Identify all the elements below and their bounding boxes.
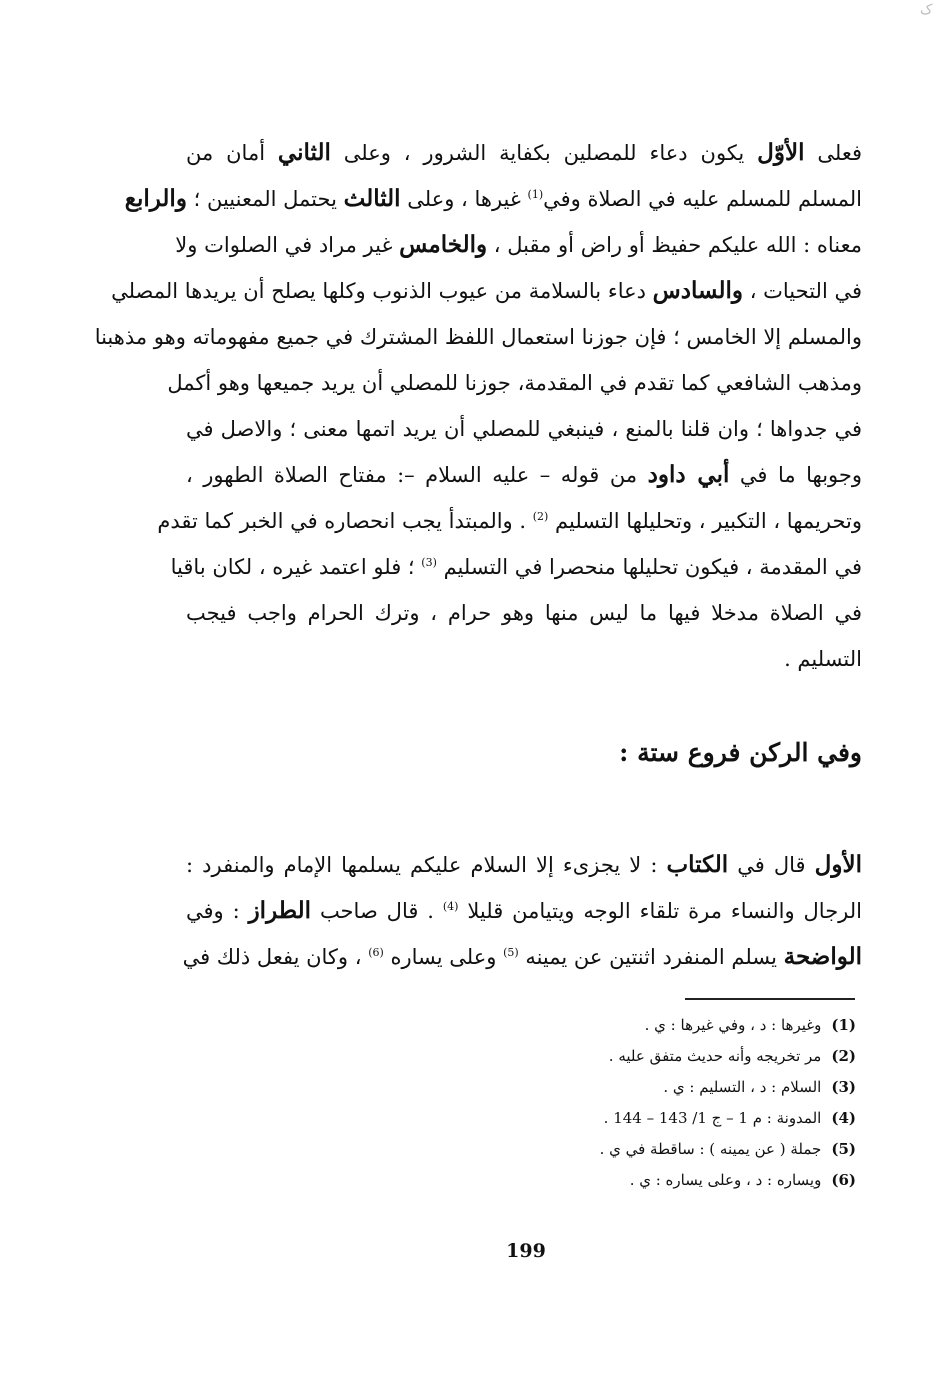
footnote xyxy=(400,1103,856,1134)
text-run: : وفي xyxy=(186,899,249,923)
footnote xyxy=(400,1165,856,1196)
footnote-text: السلام : د ، التسليم : ي . xyxy=(663,1078,822,1096)
text-run: فعلى xyxy=(804,141,862,165)
corner-mark: ک xyxy=(920,2,933,18)
text-run: يحتمل المعنيين ؛ xyxy=(186,187,344,211)
text-run: في المقدمة ، فيكون تحليلها منحصرا في التسليم xyxy=(436,555,862,579)
text-run: وعلى يساره xyxy=(383,945,504,969)
footnote-number: (4) xyxy=(831,1109,856,1127)
text-run: غيرها ، وعلى xyxy=(400,187,528,211)
text-line xyxy=(186,452,862,498)
text-run: المسلم للمسلم عليه في الصلاة وفي xyxy=(543,187,862,211)
text-run: : لا يجزىء إلا السلام عليكم يسلمها الإمام والمنفرد : xyxy=(186,853,667,877)
footnotes xyxy=(400,1010,856,1196)
text-run: معناه : الله عليكم حفيظ أو راض أو مقبل ، xyxy=(487,233,862,257)
text-line xyxy=(157,498,862,544)
bold-term: الأوّل xyxy=(757,139,805,166)
footnote-ref: (6) xyxy=(368,946,384,959)
text-line: في جدواها ؛ وان قلنا بالمنع ، فينبغي للمصلي أن يريد اتمها معنى ؛ والاصل في xyxy=(186,417,862,441)
bold-term: الطراز xyxy=(248,897,312,924)
text-run: ؛ فلو اعتمد غيره ، لكان باقيا xyxy=(170,555,422,579)
text-run: في التحيات ، xyxy=(743,279,862,303)
text-line xyxy=(175,222,862,268)
text-run: يسلم المنفرد اثنتين عن يمينه xyxy=(518,945,784,969)
section-heading: وفي الركن فروع ستة : xyxy=(619,738,862,767)
footnote-ref: (3) xyxy=(421,556,437,569)
text-line: ومذهب الشافعي كما تقدم في المقدمة، جوزنا للمصلي أن يريد جميعها وهو أكمل xyxy=(167,371,862,395)
text-line xyxy=(186,888,862,934)
footnote-ref: (2) xyxy=(532,510,549,523)
footnote-text: جملة ( عن يمينه ) : ساقطة في ي . xyxy=(599,1140,822,1158)
text-run: قال في xyxy=(728,853,815,877)
footnote-number: (1) xyxy=(831,1016,856,1034)
footnote-number: (6) xyxy=(831,1171,856,1189)
second-paragraph xyxy=(182,842,863,980)
footnote-text: ويساره : د ، وعلى يساره : ي . xyxy=(629,1171,822,1189)
bold-term: الكتاب xyxy=(666,851,729,878)
footnote-ref: (4) xyxy=(442,900,459,913)
footnote xyxy=(400,1072,856,1103)
text-run: يكون دعاء للمصلين بكفاية الشرور ، وعلى xyxy=(330,141,758,165)
footnote-text: وغيرها : د ، وفي غيرها : ي . xyxy=(644,1016,822,1034)
bold-term: الواضحة xyxy=(783,943,862,970)
footnote-text: المدونة : م 1 – ج 1/ 143 – 144 . xyxy=(603,1109,822,1127)
text-run: . قال صاحب xyxy=(311,899,443,923)
bold-term: والرابع xyxy=(124,185,187,212)
bold-term: الثاني xyxy=(277,139,331,166)
text-run: . والمبتدأ يجب انحصاره في الخبر كما تقدم xyxy=(157,509,533,533)
main-paragraph xyxy=(94,130,863,682)
text-run: وجوبها ما في xyxy=(729,463,863,487)
footnote xyxy=(400,1134,856,1165)
footnote-number: (2) xyxy=(831,1047,856,1065)
text-run: غير مراد في الصلوات ولا xyxy=(175,233,400,257)
bold-term: أبي داود xyxy=(647,461,730,488)
text-line: في الصلاة مدخلا فيها ما ليس منها وهو حرام ، وترك الحرام واجب فيجب xyxy=(186,601,862,625)
footnote-text: مر تخريجه وأنه حديث متفق عليه . xyxy=(608,1047,822,1065)
text-run: من قوله – عليه السلام –: مفتاح الصلاة الطهور ، xyxy=(186,463,648,487)
footnote-ref: (1) xyxy=(527,188,544,201)
text-run: ، وكان يفعل ذلك في xyxy=(182,945,369,969)
text-line xyxy=(182,934,862,980)
text-run: الرجال والنساء مرة تلقاء الوجه ويتيامن قليلا xyxy=(458,899,863,923)
text-run: وتحريمها ، التكبير ، وتحليلها التسليم xyxy=(548,509,862,533)
text-line: التسليم . xyxy=(784,647,862,671)
text-line xyxy=(170,544,862,590)
text-line xyxy=(186,130,862,176)
footnote xyxy=(400,1010,856,1041)
text-line xyxy=(124,176,862,222)
footnote-number: (3) xyxy=(831,1078,856,1096)
bold-term: والسادس xyxy=(652,277,744,304)
text-line xyxy=(186,842,862,888)
bold-term: الأول xyxy=(814,851,862,878)
text-line: والمسلم إلا الخامس ؛ فإن جوزنا استعمال اللفظ المشترك في جميع مفهوماته وهو مذهبنا xyxy=(94,325,862,349)
text-run: دعاء بالسلامة من عيوب الذنوب وكلها يصلح أن يريدها المصلي xyxy=(111,279,653,303)
footnote-divider xyxy=(685,998,855,1000)
footnote xyxy=(400,1041,856,1072)
footnote-ref: (5) xyxy=(503,946,519,959)
bold-term: الثالث xyxy=(343,185,401,212)
footnote-number: (5) xyxy=(831,1140,856,1158)
page-number: 199 xyxy=(506,1240,546,1262)
text-run: أمان من xyxy=(186,141,278,165)
text-line xyxy=(111,268,862,314)
bold-term: والخامس xyxy=(399,231,488,258)
